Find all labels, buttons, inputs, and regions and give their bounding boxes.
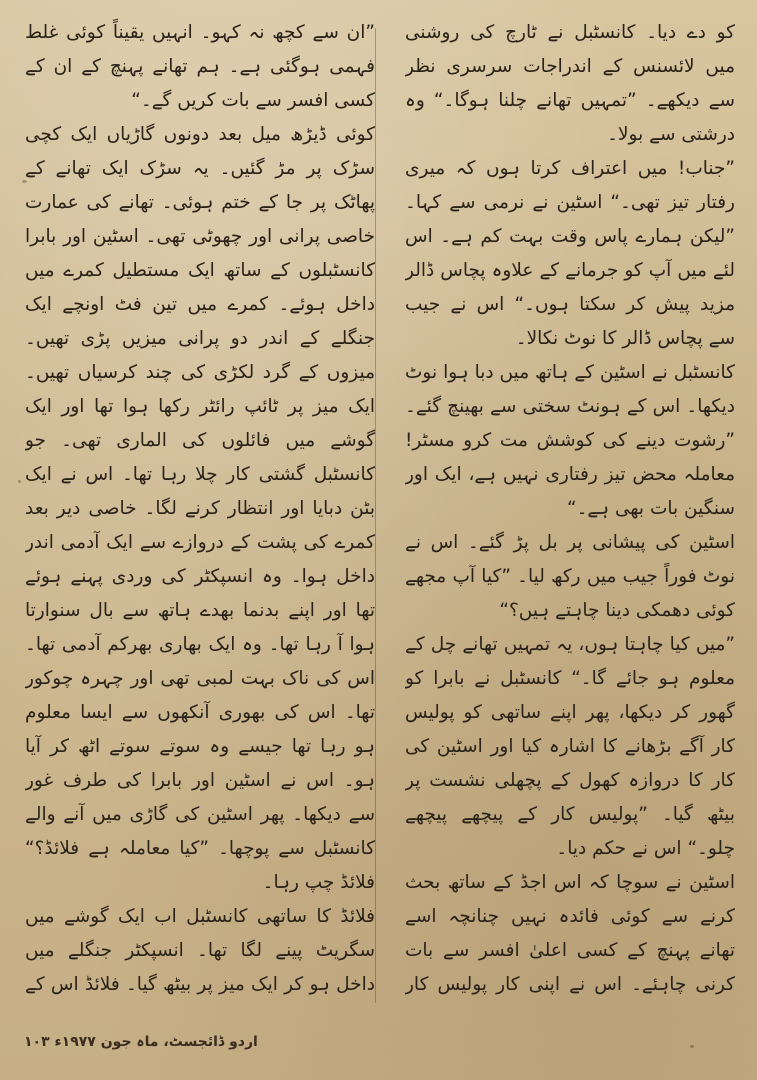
paragraph: کوئی ڈیڑھ میل بعد دونوں گاڑیاں ایک کچی سڑک پر مڑ گئیں۔ یہ سڑک ایک تھانے کے پھاٹک پر جا کے ختم ہوئی۔ تھانے کی عمارت خاصی پرانی اور چھوٹی تھی۔ اسٹین اور بابرا کانسٹبلوں کے ساتھ ایک مستطیل کمرے میں داخل ہوئے۔ کمرے میں تین فٹ اونچے ایک جنگلے کے اندر دو پرانی میزیں پڑی تھیں۔ میزوں کے گرد لکڑی کی چند کرسیاں تھیں۔ ایک میز پر ٹائپ رائٹر رکھا ہوا تھا اور ایک گوشے میں فائلوں کی الماری تھی۔ جو کانسٹبل گشتی کار چلا رہا تھا۔ اس نے ایک بٹن دبایا اور انتظار کرنے لگا۔ خاصی دیر بعد کمرے کی پشت کے دروازے سے ایک آدمی اندر داخل ہوا۔ وہ انسپکٹر کی وردی پہنے ہوئے تھا اور اپنے بدنما بھدے ہاتھ سے بال سنوارتا ہوا آ رہا تھا۔ وہ ایک بھاری بھرکم آدمی تھا۔ اس کی ناک بہت لمبی تھی اور چہرہ چوکور تھا۔ اس کی بھوری آنکھوں سے ایسا معلوم ہو رہا تھا جیسے وہ سوتے سوتے اٹھ کر آیا ہو۔ اس نے اسٹین اور بابرا کی طرف غور سے دیکھا۔ پھر اسٹین کی گاڑی میں آنے والے کانسٹبل سے پوچھا۔ ”کیا معاملہ ہے فلائڈ؟“ فلائڈ چپ رہا۔: [25, 124, 375, 893]
paragraph: فلائڈ کا ساتھی کانسٹبل اب ایک گوشے میں سگریٹ پینے لگا تھا۔ انسپکٹر جنگلے میں داخل ہو کر ایک میز پر بیٹھ گیا۔ فلائڈ اس کے: [25, 906, 375, 995]
paragraph: ”میں کیا چاہتا ہوں، یہ تمہیں تھانے چل کے معلوم ہو جائے گا۔“ کانسٹبل نے بابرا کو گھور کر دیکھا، پھر اپنے ساتھی کو پولیس کار آگے بڑھانے کا اشارہ کیا اور اسٹین کی کار کا دروازہ کھول کے پچھلی نشست پر بیٹھ گیا۔ ”پولیس کار کے پیچھے پیچھے چلو۔“ اس نے حکم دیا۔: [405, 634, 735, 859]
paragraph: اسٹین کی پیشانی پر بل پڑ گئے۔ اس نے نوٹ فوراً جیب میں رکھ لیا۔ ”کیا آپ مجھے کوئی دھمکی دینا چاہتے ہیں؟“: [405, 532, 735, 621]
paragraph: کانسٹبل نے اسٹین کے ہاتھ میں دبا ہوا نوٹ دیکھا۔ اس کے ہونٹ سختی سے بھینچ گئے۔ ”رشوت دینے کی کوشش مت کرو مسٹر! معاملہ محض تیز رفتاری نہیں ہے، ایک اور سنگین بات بھی ہے۔“: [405, 362, 735, 519]
paragraph: اسٹین نے سوچا کہ اس اجڈ کے ساتھ بحث کرنے سے کوئی فائدہ نہیں چنانچہ اسے تھانے پہنچ کے کسی اعلیٰ افسر سے بات کرنی چاہئے۔ اس نے اپنی کار پولیس کار: [405, 872, 735, 995]
left-column: [25, 16, 375, 1006]
paragraph: ”ان سے کچھ نہ کہو۔ انہیں یقیناً کوئی غلط فہمی ہوگئی ہے۔ ہم تھانے پہنچ کے ان کے کسی افسر سے بات کریں گے۔“: [25, 22, 375, 111]
paragraph: کو دے دیا۔ کانسٹبل نے ٹارچ کی روشنی میں لائسنس کے اندراجات سرسری نظر سے دیکھے۔ ”تمہیں تھانے چلنا ہوگا۔“ وہ درشتی سے بولا۔: [405, 22, 735, 145]
paper-speck: [690, 1045, 694, 1048]
right-column: [405, 16, 735, 1006]
paragraph: ”جناب! میں اعتراف کرتا ہوں کہ میری رفتار تیز تھی۔“ اسٹین نے نرمی سے کہا۔ ”لیکن ہمارے پاس وقت بہت کم ہے۔ اس لئے میں آپ کو جرمانے کے علاوہ پچاس ڈالر مزید پیش کر سکتا ہوں۔“ اس نے جیب سے پچاس ڈالر کا نوٹ نکالا۔: [405, 158, 735, 349]
page-footer: اردو ڈائجسٹ، ماہ جون ۱۹۷۷ء ۱۰۳: [24, 1034, 258, 1050]
paper-speck: [22, 180, 27, 183]
paper-speck: [18, 480, 21, 483]
column-divider: [375, 28, 376, 1003]
